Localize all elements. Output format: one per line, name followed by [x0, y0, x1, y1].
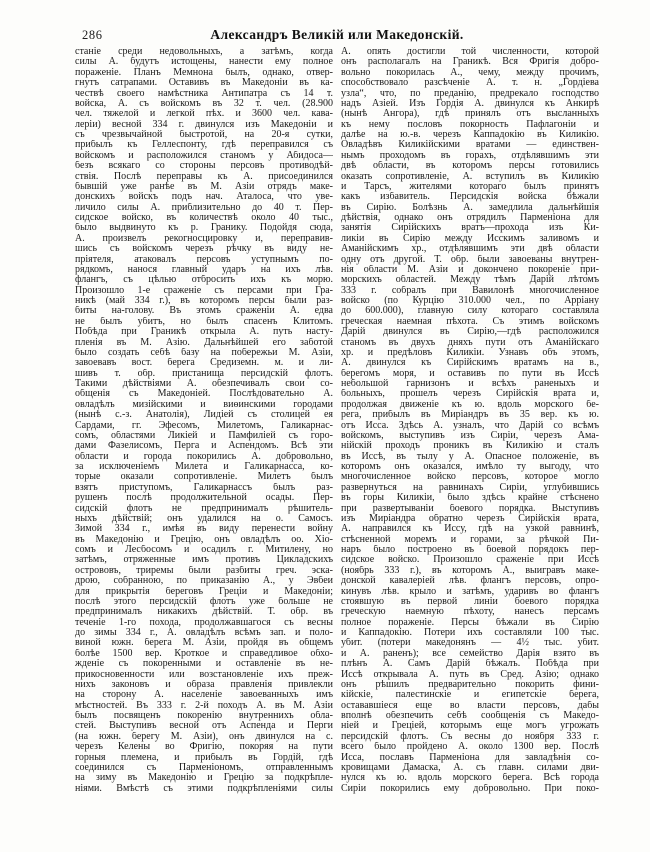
text-line: продолжая движеніе къ ю. вдоль морского бе- — [341, 399, 599, 410]
text-line: вполнѣ обезпечить себѣ сообщенія съ Македо- — [341, 711, 599, 721]
text-line: ствія. Послѣ переправы къ А. присоединился — [75, 171, 333, 182]
text-line: развернуться на равнинахъ Сиріи, углубившись — [341, 482, 599, 493]
text-line: Овладѣвъ Киликійскими вратами — единствен- — [341, 140, 599, 151]
text-line: способствовало разсѣченіе А. т. н. „Гордіева — [341, 78, 599, 89]
text-line: взятъ приступомъ, Галикарнассъ былъ раз- — [75, 482, 333, 493]
text-line: гнутъ сатрапами. Оставивъ въ Македоніи въ ка- — [75, 78, 333, 89]
text-line: шивъ т. обр. пристанища персидскій флотъ. — [75, 368, 333, 379]
text-line: (ноябрь 333 г.), въ которомъ А., выигравъ маке- — [341, 565, 599, 576]
text-line: оказать сопротивленіе, А. вступилъ въ Киликію — [341, 171, 599, 182]
text-line: кинувъ лѣв. крыло и затѣмъ, ударивъ во флангъ — [341, 586, 599, 597]
text-line: станомъ въ двухъ дняхъ пути отъ Аманійскаго — [341, 337, 599, 348]
text-line: до зимы 334 г., А. овладѣлъ всѣмъ зап. и поло- — [75, 628, 333, 638]
text-line: персидскій флотъ. Съ весны до ноября 333 г. — [341, 731, 599, 742]
text-line: войскомъ, выступивъ изъ Сиріи, черезъ Ама- — [341, 430, 599, 441]
text-line: онъ рѣшилъ предварительно покорить фини- — [341, 679, 599, 690]
text-line: чел. тяжелой и легкой пѣх. и 3600 чел. кава- — [75, 109, 333, 120]
text-line: въ Иссѣ, въ тылу у А. Опасное положеніе, въ — [341, 451, 599, 462]
text-line: области и города покорились А. добровольно, — [75, 451, 333, 462]
text-line: торые оказали сопротивленіе. Милетъ былъ — [75, 472, 333, 483]
text-line: сидское войско, въ количествѣ около 40 тыс., — [75, 213, 333, 223]
text-line: пленія въ М. Азію. Дальнѣйшей его заботой — [75, 337, 333, 348]
text-line: черезъ Келены во Фригію, покоряя на пути — [75, 742, 333, 753]
text-line: донскихъ войскъ подъ нач. Аталоса, что уве- — [75, 192, 333, 203]
text-line: общенія съ Македоніей. Послѣдовательно А. — [75, 389, 333, 400]
page-number: 286 — [82, 28, 103, 42]
text-line: убит. (потери македонянъ — 4½ тыс. убит. — [341, 638, 599, 649]
text-line: онъ располагалъ на Граникѣ. Вся Фригія добро- — [341, 57, 599, 68]
text-line: бывшій уже ранѣе въ М. Азіи отрядъ маке- — [75, 181, 333, 192]
text-line: было создать себѣ базу на побережьи М. Азіи, — [75, 347, 333, 358]
text-line: плѣнъ А. Самъ Дарій бѣжалъ. Побѣда при — [341, 659, 599, 670]
text-line: Аманійскимъ хр., отдѣлявшимъ эти двѣ области — [341, 244, 599, 255]
text-line: морскихъ областей. Между тѣмъ Дарій лѣтомъ — [341, 275, 599, 286]
text-line: войска, А. съ войскомъ въ 32 т. чел. (28.900 — [75, 98, 333, 109]
text-line: кровищами Дамаска, А. съ главн. силами дви- — [341, 762, 599, 773]
text-line: донской кавалеріей лѣв. флангъ персовъ, опро- — [341, 576, 599, 587]
text-line: всего было пройдено А. около 1300 вер. Послѣ — [341, 742, 599, 753]
text-line: небольшой гарнизонъ и всѣхъ раненыхъ и — [341, 379, 599, 389]
text-line: предпринималъ никакихъ дѣйствій. Т. обр. въ — [75, 607, 333, 618]
text-line: войскомъ и расположился станомъ у Абидоса— — [75, 150, 333, 161]
text-line: ликіи въ Сирію между Исскимъ заливомъ и — [341, 233, 599, 244]
text-line: А. опять достигли той численности, которой — [341, 47, 599, 57]
text-line: дѣйствія, однако онъ отрядилъ Парменіона для — [341, 213, 599, 223]
text-line: сидскій флотъ не предпринималъ рѣшитель- — [75, 503, 333, 514]
text-line: сомъ и Лесбосомъ и осадилъ г. Митилену, но — [75, 545, 333, 555]
text-line: на сторону А. населеніе завоеванныхъ имъ — [75, 690, 333, 701]
text-line: Иссѣ открывала А. путь въ Сред. Азію; однако — [341, 669, 599, 680]
text-line: ныхъ дѣйствій; онъ удалился на о. Самосъ. — [75, 513, 333, 524]
text-line: за исключеніемъ Милета и Галикарнасса, ко- — [75, 462, 333, 472]
text-line: кійскіе, палестинскіе и египетскіе берега, — [341, 690, 599, 701]
text-line: и А. раненъ); все семейство Дарія взято въ — [341, 648, 599, 659]
text-line: Зимой 334 г., имѣя въ виду перенести войну — [75, 524, 333, 535]
text-line: греческую наемную пѣхоту, нанесъ персамъ — [341, 607, 599, 618]
text-line: сидское войско. Произошло сраженіе при Иссѣ — [341, 555, 599, 566]
text-line: которомъ онъ оказался, имѣло ту выгоду, что — [341, 462, 599, 472]
text-column-left — [75, 47, 333, 794]
text-line: флангъ, съ цѣлью отбросить ихъ къ морю. — [75, 275, 333, 286]
text-line: (нынѣ с.-з. Анатолія), Лидіей съ столицей ея — [75, 410, 333, 421]
text-line: 333 г. собралъ при Вавилонѣ многочисленное — [341, 285, 599, 296]
text-line: (нынѣ Ангора), гдѣ принялъ отъ высланныхъ — [341, 109, 599, 120]
text-line: станіе среди недовольныхъ, а затѣмъ, когда — [75, 47, 333, 57]
text-line: Сардами, гг. Эфесомъ, Милетомъ, Галикарнас- — [75, 420, 333, 431]
text-line: дрою, собранною, по приказанію А., у Эвбеи — [75, 576, 333, 587]
text-line: овладѣлъ мизійскими и виѳинскими городами — [75, 399, 333, 410]
text-line: греческая наемная пѣхота. Съ этимъ войскомъ — [341, 316, 599, 327]
text-line: для прикрытія береговъ Греціи и Македоніи; — [75, 586, 333, 597]
text-line: стѣсненной моремъ и горами, за рѣчкой Пи- — [341, 534, 599, 545]
text-line: рега, прибылъ въ Миріандръ въ 35 вер. къ ю. — [341, 410, 599, 421]
text-line: къ нему пословъ покорность Пафлагоніи и — [341, 119, 599, 130]
text-line: А. двинулся къ Сирійскимъ вратамъ на в., — [341, 358, 599, 369]
text-line: было выдвинуто къ р. Гранику. Подойдя сюда, — [75, 223, 333, 234]
text-line: соединился съ Парменіономъ, отправленнымъ — [75, 762, 333, 773]
text-line: вольно покорилась А., чему, между прочимъ, — [341, 67, 599, 78]
text-line: завоевавъ вост. берега Средиземн. м. и ли- — [75, 358, 333, 369]
text-line: съ чрезвычайной быстротой, на 20-я сутки, — [75, 130, 333, 140]
text-line: А. направился къ Иссу, гдѣ на узкой равнинѣ, — [341, 524, 599, 535]
text-line: въ Сирію. Болѣзнь А. замедлила дальнѣйшія — [341, 202, 599, 213]
text-line: узла“, что, по преданію, предрекало господство — [341, 88, 599, 99]
text-line: занятія Сирійскихъ вратъ—прохода изъ Ки- — [341, 223, 599, 234]
text-line: одну отъ другой. Т. обр. были завоеваны внутрен- — [341, 254, 599, 265]
text-line: Такими дѣйствіями А. обезпечивалъ свои со- — [75, 379, 333, 389]
text-line: отъ Исса. Здѣсь А. узналъ, что Дарій со всѣмъ — [341, 420, 599, 431]
text-line: войско (по Курцію 310.000 чел., по Арріану — [341, 296, 599, 306]
text-line: Побѣда при Граникѣ открыла А. путь насту- — [75, 327, 333, 338]
text-line: наръ было построено въ боевой порядокъ пер- — [341, 545, 599, 555]
text-line: личило силы А. приблизительно до 40 т. Пер- — [75, 202, 333, 213]
text-line: Произошло 1-е сраженіе съ персами при Гра- — [75, 285, 333, 296]
text-line: остававшіеся еще во власти персовъ, дабы — [341, 700, 599, 711]
text-column-right — [341, 47, 599, 794]
text-line: въ горы Киликіи, было здѣсь крайне стѣснено — [341, 493, 599, 504]
text-line: шись съ войскомъ черезъ рѣчку въ виду не- — [75, 244, 333, 255]
text-line: нія области М. Азіи и докончено покореніе при- — [341, 264, 599, 275]
text-line: до 600.000), главную силу котораго составляла — [341, 306, 599, 317]
text-line: при развертываніи боевого порядка. Выступивъ — [341, 503, 599, 514]
text-line: пораженіе. Планъ Мемнона былъ, однако, отвер- — [75, 67, 333, 78]
text-line: надъ Азіей. Изъ Гордія А. двинулся къ Анкирѣ — [341, 98, 599, 109]
text-line: А. произвелъ рекогносцировку и, переправив- — [75, 233, 333, 244]
text-line: (на южн. берегу М. Азіи), онъ двинулся на с. — [75, 731, 333, 742]
text-line: стей. Выступивъ весной отъ Аспенда и Перги — [75, 721, 333, 732]
text-line: полное пораженіе. Персы бѣжали въ Сирію — [341, 617, 599, 628]
text-line: двѣ области, въ которомъ персы готовились — [341, 161, 599, 172]
text-line: далѣе на ю.-в. черезъ Каппадокію въ Киликію. — [341, 130, 599, 140]
text-line: прибылъ къ Геллеспонту, гдѣ переправился съ — [75, 140, 333, 151]
text-line: жденіе съ покоренными и оставленіе въ не- — [75, 659, 333, 670]
text-line: Исса, пославъ Парменіона для завладѣнія со- — [341, 752, 599, 763]
text-line: былъ посвященъ покоренію внутреннихъ обла- — [75, 711, 333, 721]
text-line: горныя племена, и прибылъ въ Гордій, гдѣ — [75, 752, 333, 763]
text-line: многочисленное войско персовъ, которое могло — [341, 472, 599, 483]
text-line: стоявшую въ первой линіи боевого порядка — [341, 596, 599, 607]
text-line: послѣ этого персидскій флотъ уже больше не — [75, 596, 333, 607]
text-line: изъ Миріандра обратно черезъ Сирійскія врата, — [341, 513, 599, 524]
text-line: пріятеля, атаковалъ персовъ уступнымъ по- — [75, 254, 333, 265]
text-line: чествѣ своего намѣстника Антипатра съ 14 т. — [75, 88, 333, 99]
text-line: нійскій проходъ проникъ въ Киликію и сталъ — [341, 441, 599, 452]
text-columns — [75, 47, 599, 794]
text-line: нымъ проходомъ въ горахъ, отдѣлявшимъ эти — [341, 150, 599, 161]
text-line: нулся къ ю. вдоль морского берега. Всѣ города — [341, 773, 599, 784]
text-line: не былъ убитъ, но былъ спасенъ Клитомъ. — [75, 316, 333, 327]
text-line: прикосновенности или возстановленіе ихъ преж- — [75, 669, 333, 680]
text-line: дами Фазелисомъ, Перга и Аспендомъ. Всѣ эти — [75, 441, 333, 452]
text-line: больныхъ, прошелъ черезъ Сирійскія врата и, — [341, 389, 599, 400]
text-line: биты на-голову. Въ этомъ сраженіи А. едва — [75, 306, 333, 317]
page-header — [75, 27, 599, 43]
text-line: нихъ законовъ и образа правленія привлекли — [75, 679, 333, 690]
text-line: леріи) весной 334 г. двинулся изъ Македоніи и — [75, 119, 333, 130]
text-line: въ Македонію и Грецію, онъ овладѣлъ оо. Хіо- — [75, 534, 333, 545]
text-line: ніями. Вмѣстѣ съ этими подкрѣпленіями силы — [75, 783, 333, 794]
text-line: теченіе 1-го похода, продолжавшагося съ весны — [75, 617, 333, 628]
text-line: болѣе 1500 вер. Кроткое и справедливое обхо- — [75, 648, 333, 659]
text-line: хр. и предѣловъ Киликіи. Узнавъ объ этомъ, — [341, 347, 599, 358]
text-line: Сиріи покорились ему добровольно. При поко- — [341, 783, 599, 794]
text-line: виной южн. берега М. Азіи, пройдя въ общемъ — [75, 638, 333, 649]
text-line: на зиму въ Македонію и Грецію за подкрѣпле- — [75, 773, 333, 784]
text-line: рушенъ послѣ продолжительной осады. Пер- — [75, 493, 333, 504]
page-title: Александръ Великій или Македонскій. — [210, 27, 464, 42]
text-line: никѣ (май 334 г.), въ которомъ персы были раз- — [75, 296, 333, 306]
text-line: ніей и Греціей, которымъ еще могъ угрожать — [341, 721, 599, 732]
text-line: Дарій двинулся въ Сирію,—гдѣ расположился — [341, 327, 599, 338]
text-line: и Тарсъ, жителями котораго былъ принятъ — [341, 181, 599, 192]
text-line: берегомъ моря, и оставивъ по пути въ Иссѣ — [341, 368, 599, 379]
text-line: какъ избавитель. Персидскія войска бѣжали — [341, 192, 599, 203]
text-line: и Каппадокію. Потери ихъ составляли 100 тыс. — [341, 628, 599, 638]
text-line: острововъ, триремы были разбиты греч. эска- — [75, 565, 333, 576]
text-line: безъ всякаго со стороны персовъ противодѣй- — [75, 161, 333, 172]
text-line: затѣмъ, отряженные имъ противъ Цикладскихъ — [75, 555, 333, 566]
text-line: сомъ, областями Ликіей и Памфиліей съ горо- — [75, 430, 333, 441]
text-line: рядкомъ, нанося главный ударъ на ихъ лѣв. — [75, 264, 333, 275]
text-line: силы А. будутъ истощены, нанести ему полное — [75, 57, 333, 68]
text-line: мѣстностей. Въ 333 г. 2-й походъ А. въ М. Азіи — [75, 700, 333, 711]
